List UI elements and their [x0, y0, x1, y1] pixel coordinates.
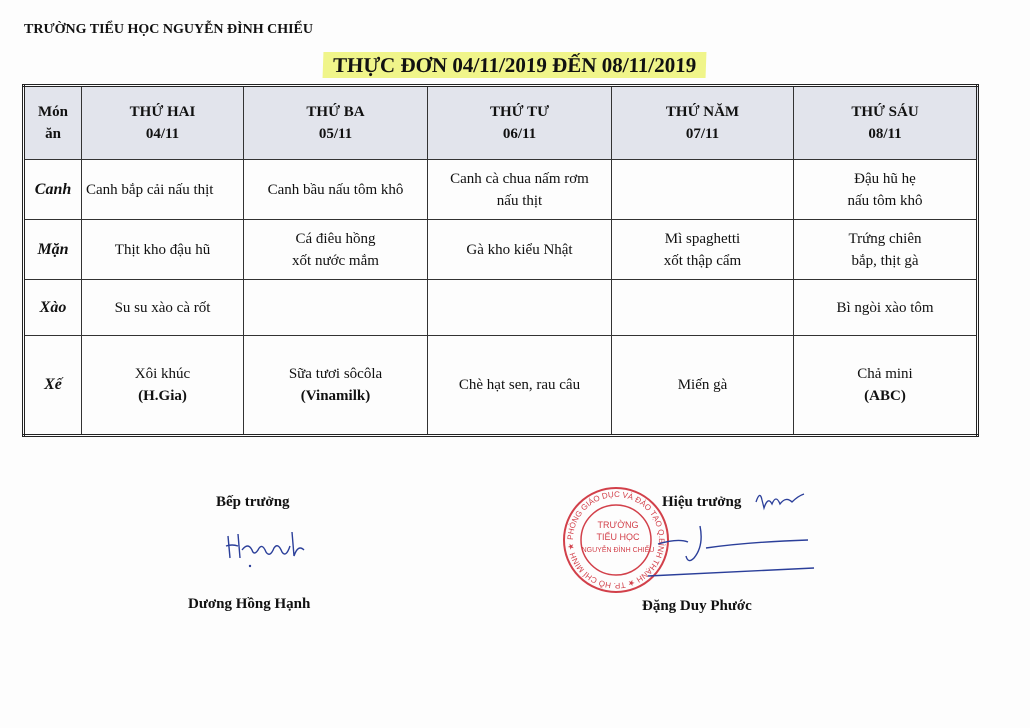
stamp-ring-text: PHÒNG GIÁO DỤC VÀ ĐÀO TẠO Q.BÌNH THẠNH ★ TP. HỒ CHÍ MINH ★ [565, 489, 667, 591]
day-name: THỨ NĂM [665, 104, 740, 120]
header-row [24, 86, 978, 160]
cell-man-wed [428, 220, 612, 280]
row-canh [24, 160, 978, 220]
day-header-monday [82, 86, 244, 160]
cell-line2: (Vinamilk) [300, 388, 371, 404]
principal-initial-signature [752, 486, 808, 512]
day-date: 08/11 [868, 126, 902, 142]
cell-xao-tue [244, 280, 428, 336]
cell-line2: xốt thập cẩm [663, 252, 742, 269]
day-date: 05/11 [318, 126, 353, 142]
signature-dot [249, 565, 251, 567]
cell-xe-mon [82, 336, 244, 436]
cell-line2: nấu thịt [496, 192, 543, 209]
day-date: 07/11 [685, 126, 720, 142]
cell-canh-fri [794, 160, 978, 220]
principal-signature-underline [648, 568, 814, 576]
stamp-center-line3: NGUYỄN ĐÌNH CHIỂU [581, 547, 655, 554]
cell-line1: Sữa tươi sôcôla [288, 366, 383, 382]
cell-xao-thu [612, 280, 794, 336]
cell-line2: bắp, thịt gà [851, 252, 919, 269]
row-label-xe: Xế [24, 336, 82, 436]
cell-line1: Gà kho kiểu Nhật [466, 241, 573, 258]
cell-man-fri [794, 220, 978, 280]
cell-line1: Chả mini [857, 366, 913, 382]
day-name: THỨ SÁU [851, 104, 919, 120]
day-date: 06/11 [502, 126, 537, 142]
principal-name: Đặng Duy Phước [642, 598, 752, 614]
stamp-center-line2: TIỂU HỌC [596, 532, 640, 542]
menu-title: THỰC ĐƠN 04/11/2019 ĐẾN 08/11/2019 [323, 52, 707, 78]
cell-line2: (ABC) [864, 388, 906, 404]
cell-xe-fri [794, 336, 978, 436]
cell-canh-tue [244, 160, 428, 220]
day-header-thursday [612, 86, 794, 160]
row-xao [24, 280, 978, 336]
cell-line1: Su su xào cà rốt [114, 299, 211, 316]
cell-line1: Canh bầu nấu tôm khô [267, 181, 404, 198]
cell-xe-tue [244, 336, 428, 436]
day-header-tuesday [244, 86, 428, 160]
cell-line2: (H.Gia) [138, 388, 187, 404]
cell-line1: Miến gà [677, 377, 728, 393]
cell-xao-wed [428, 280, 612, 336]
cell-line1: Canh bắp cải nấu thịt [86, 181, 214, 198]
chef-signature-stroke [226, 532, 304, 558]
day-name: THỨ BA [306, 104, 365, 120]
row-label-xao: Xào [24, 280, 82, 336]
row-label-canh: Canh [24, 160, 82, 220]
day-name: THỨ TƯ [489, 104, 550, 120]
cell-canh-mon [82, 160, 244, 220]
corner-line2: ăn [45, 126, 61, 142]
cell-line1: Trứng chiên [848, 230, 922, 247]
day-header-wednesday [428, 86, 612, 160]
cell-line1: Chè hạt sen, rau câu [458, 377, 581, 393]
day-name: THỨ HAI [129, 104, 196, 120]
cell-xe-thu [612, 336, 794, 436]
menu-table [22, 84, 979, 437]
cell-man-mon [82, 220, 244, 280]
cell-man-tue [244, 220, 428, 280]
cell-line1: Đậu hũ hẹ [854, 170, 916, 187]
row-label-man: Mặn [24, 220, 82, 280]
principal-title: Hiệu trưởng [662, 494, 742, 510]
principal-signature [628, 520, 818, 582]
title-wrapper [0, 52, 1030, 78]
cell-xao-fri [794, 280, 978, 336]
cell-line1: Canh cà chua nấm rơm [450, 170, 589, 187]
principal-signature-stroke [658, 526, 808, 561]
corner-header [24, 86, 82, 160]
cell-xao-mon [82, 280, 244, 336]
row-xe [24, 336, 978, 436]
principal-initial-stroke [756, 494, 804, 508]
cell-line1: Cá điêu hồng [295, 230, 376, 247]
cell-man-thu [612, 220, 794, 280]
row-man [24, 220, 978, 280]
stamp-center-line1: TRƯỜNG [597, 520, 639, 530]
chef-title: Bếp trưởng [216, 494, 290, 510]
day-date: 04/11 [145, 126, 180, 142]
cell-line2: xốt nước mắm [292, 252, 379, 269]
cell-canh-thu [612, 160, 794, 220]
school-name: TRƯỜNG TIỂU HỌC NGUYỄN ĐÌNH CHIỂU [24, 22, 313, 37]
cell-line1: Thịt kho đậu hũ [114, 241, 211, 258]
corner-line1: Món [38, 104, 68, 120]
cell-line1: Xôi khúc [134, 366, 191, 382]
chef-signature [222, 524, 312, 570]
cell-canh-wed [428, 160, 612, 220]
cell-line1: Mì spaghetti [664, 230, 741, 247]
chef-name: Dương Hồng Hạnh [188, 596, 311, 612]
cell-line1: Bì ngòi xào tôm [836, 299, 934, 316]
day-header-friday [794, 86, 978, 160]
cell-xe-wed [428, 336, 612, 436]
cell-line2: nấu tôm khô [847, 192, 923, 209]
